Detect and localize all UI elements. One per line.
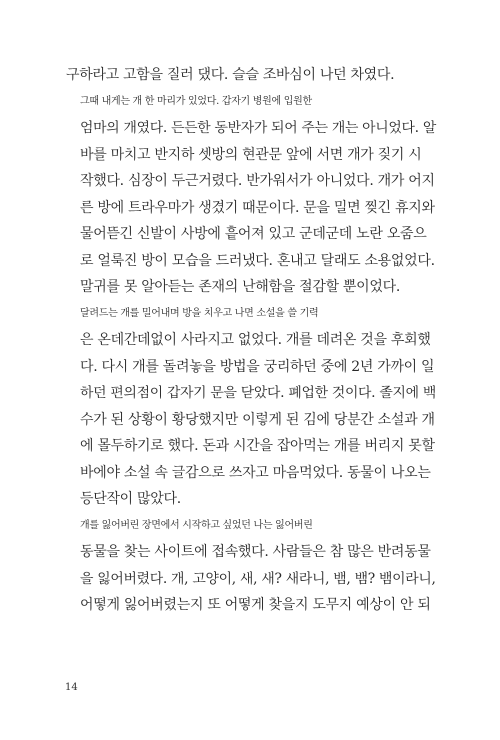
text-line: 작했다. 심장이 두근거렸다. 반가워서가 아니었다. 개가 어지 (80, 173, 435, 189)
text-line: 바를 마치고 반지하 셋방의 현관문 앞에 서면 개가 짖기 시 (80, 146, 422, 163)
text-line: 개를 잃어버린 장면에서 시작하고 싶었던 나는 잃어버린 (80, 519, 313, 531)
text-line: 동물을 찾는 사이트에 접속했다. 사람들은 참 많은 반려동물 (80, 544, 431, 560)
text-line: 은 온데간데없이 사라지고 없었다. 개를 데려온 것을 후회했 (80, 332, 431, 348)
text-line: 을 잃어버렸다. 개, 고양이, 새, 새? 새라니, 뱀, 뱀? 뱀이라니, (80, 570, 436, 587)
text-line: 엄마의 개였다. 든든한 동반자가 되어 주는 개는 아니었다. 알 (80, 120, 436, 136)
text-line: 에 몰두하기로 했다. 돈과 시간을 잡아먹는 개를 버리지 못할 (80, 438, 435, 454)
text-line: 물어뜯긴 신발이 사방에 흩어져 있고 군데군데 노란 오줌으 (80, 226, 427, 242)
text-line: 다. 다시 개를 돌려놓을 방법을 궁리하던 중에 2년 가까이 일 (80, 358, 435, 375)
paragraph (66, 62, 436, 89)
text-line: 로 얼룩진 방이 모습을 드러냈다. 혼내고 달래도 소용없었다. (80, 252, 435, 269)
text-line: 구하라고 고함을 질러 댔다. 슬슬 조바심이 나던 차였다. (66, 67, 395, 83)
paragraph (66, 301, 436, 513)
text-line: 그때 내게는 개 한 마리가 있었다. 갑자기 병원에 입원한 (80, 95, 312, 107)
paragraph (66, 513, 436, 619)
text-line: 수가 된 상황이 황당했지만 이렇게 된 김에 당분간 소설과 개 (80, 411, 435, 428)
text-line: 말귀를 못 알아듣는 존재의 난해함을 절감할 뿐이었다. (80, 279, 400, 295)
page-number: 14 (65, 682, 78, 693)
text-line: 달려드는 개를 밀어내며 방을 치우고 나면 소설을 쓸 기력 (80, 307, 319, 319)
text-line: 등단작이 많았다. (80, 491, 181, 507)
body-text (66, 62, 436, 619)
text-line: 어떻게 잃어버렸는지 또 어떻게 찾을지 도무지 예상이 안 되 (80, 597, 431, 613)
text-line: 바에야 소설 속 글감으로 쓰자고 마음먹었다. 동물이 나오는 (80, 464, 431, 481)
text-line: 하던 편의점이 갑자기 문을 닫았다. 폐업한 것이다. 졸지에 백 (80, 385, 436, 401)
text-line: 른 방에 트라우마가 생겼기 때문이다. 문을 밀면 찢긴 휴지와 (80, 199, 435, 216)
paragraph (66, 89, 436, 301)
